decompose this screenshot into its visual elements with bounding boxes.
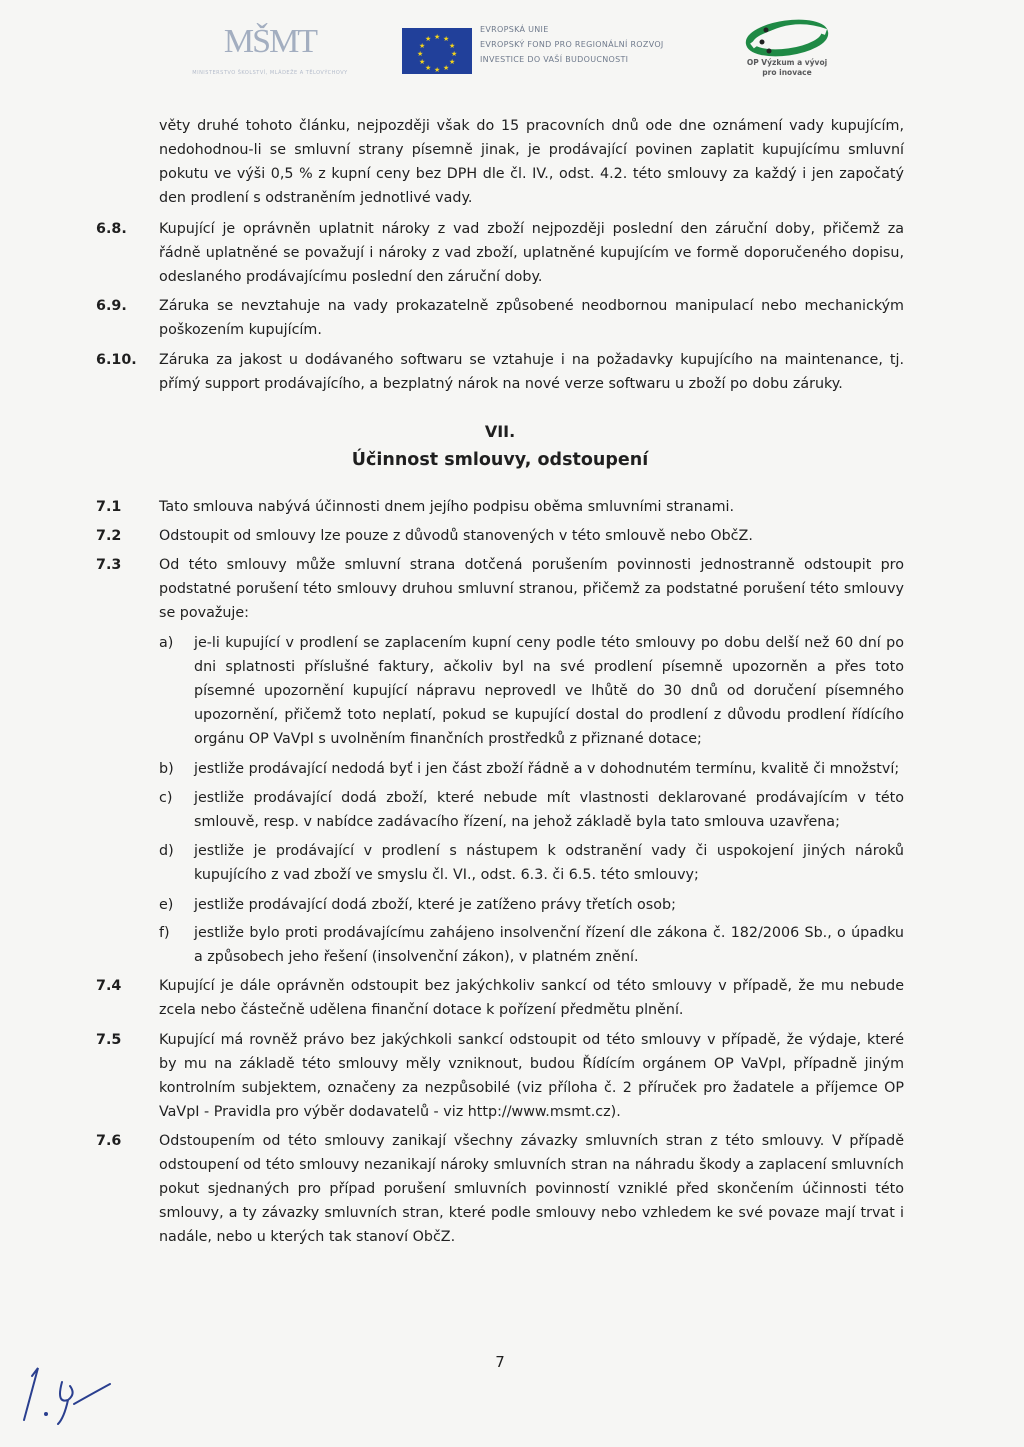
clause-7-3: 7.3 Od této smlouvy může smluvní strana dotčená porušením povinnosti jednostranně odstoupit pro podstatné porušení této smlouvy druhou smluvní stranou, přičemž za podstatné porušení této smlouvy se považuje:: [96, 557, 904, 621]
clause-6-10: 6.10. Záruka za jakost u dodávaného softwaru se vztahuje i na požadavky kupujícího na maintenance, tj. přímý support prodávajícího, a bezplatný nárok na nové verze softwaru u zboží po dobu záruky.: [96, 352, 904, 392]
list-item-b: b) jestliže prodávající nedodá byť i jen část zboží řádně a v dohodnutém termínu, kvalitě či množství;: [159, 761, 900, 777]
page-header: [0, 0, 1024, 100]
op-vavpi-logo: OP Výzkum a vývoj pro inovace: [732, 16, 842, 86]
list-item-f: f) jestliže bylo proti prodávajícímu zahájeno insolvenční řízení dle zákona č. 182/2006 Sb., o úpadku a způsobech jeho řešení (insolvenční zákon), v platném znění.: [159, 925, 904, 965]
eu-caption: EVROPSKÁ UNIE EVROPSKÝ FOND PRO REGIONÁLNÍ ROZVOJ INVESTICE DO VAŠÍ BUDOUCNOSTI: [480, 25, 664, 64]
list-item-a: a) je-li kupující v prodlení se zaplacením kupní ceny podle této smlouvy po dobu delší než 60 dní po dni splatnosti příslušné faktury, ačkoliv byl na své prodlení písemně upozorněn a přes toto písemné upozornění kupující nápravu neprovedl ve lhůtě do 30 dnů od doručení písemného upozornění, přičemž toto neplatí, pokud se kupující dostal do prodlení z důvodu prodlení řídícího orgánu OP VaVpI s uvolněním finančních prostředků z přiznané dotace;: [159, 635, 904, 747]
list-item-e: e) jestliže prodávající dodá zboží, které je zatíženo právy třetích osob;: [159, 897, 676, 913]
intro-paragraph: věty druhé tohoto článku, nejpozději však do 15 pracovních dnů ode dne oznámení vady kupujícím, nedohodnou-li se smluvní strany písemně jinak, je prodávající povinen zaplatit kupujícímu smluvní pokutu ve výši 0,5 % z kupní ceny bez DPH dle čl. IV., odst. 4.2. této smlouvy za každý i jen započatý den prodlení s odstraněním jednotlivé vady.: [159, 118, 904, 206]
clause-6-8: 6.8. Kupující je oprávněn uplatnit nároky z vad zboží nejpozději poslední den záruční doby, přičemž za řádně uplatněné se považují i nároky z vad zboží, uplatněné kupujícím ve formě doporučeného dopisu, odeslaného prodávajícímu poslední den záruční doby.: [96, 221, 904, 285]
signature-initials-icon: [18, 1360, 128, 1430]
clause-7-5: 7.5 Kupující má rovněž právo bez jakýchkoli sankcí odstoupit od této smlouvy v případě, že výdaje, které by mu na základě této smlouvy měly vzniknout, budou Řídícím orgánem OP VaVpI, případně jiným kontrolním subjektem, označeny za nezpůsobilé (viz příloha č. 2 příruček pro žadatele a příjemce OP VaVpI - Pravidla pro výběr dodavatelů - viz http://www.msmt.cz).: [96, 1032, 904, 1120]
clause-7-1: 7.1 Tato smlouva nabývá účinnosti dnem jejího podpisu oběma smluvními stranami.: [96, 499, 735, 515]
clause-7-6: 7.6 Odstoupením od této smlouvy zanikají všechny závazky smluvních stran z této smlouvy. V případě odstoupení od této smlouvy nezanikají nároky smluvních stran na náhradu škody a zaplacení smluvních pokut sjednaných pro případ porušení smluvních povinností vzniklé před skončením účinnosti této smlouvy, a ty závazky smluvních stran, které podle smlouvy nebo vzhledem ke své povaze mají trvat i nadále, nebo u kterých tak stanoví ObčZ.: [96, 1133, 904, 1245]
clause-7-4: 7.4 Kupující je dále oprávněn odstoupit bez jakýchkoliv sankcí od této smlouvy v případě, že mu nebude zcela nebo částečně udělena finanční dotace k pořízení předmětu plnění.: [96, 978, 904, 1018]
clause-6-9: 6.9. Záruka se nevztahuje na vady prokazatelně způsobené neodbornou manipulací nebo mechanickým poškozením kupujícím.: [96, 298, 904, 338]
msmt-logo: MŠMT MINISTERSTVO ŠKOLSTVÍ, MLÁDEŽE A TĚLOVÝCHOVY: [192, 23, 348, 76]
list-item-d: d) jestliže je prodávající v prodlení s nástupem k odstranění vady či uspokojení jiných nároků kupujícího z vad zboží ve smyslu čl. VI., odst. 6.3. či 6.5. této smlouvy;: [159, 843, 904, 883]
article-number: VII.: [484, 422, 516, 441]
page-number: 7: [495, 1353, 505, 1371]
clause-7-2: 7.2 Odstoupit od smlouvy lze pouze z důvodů stanovených v této smlouvě nebo ObčZ.: [96, 528, 753, 544]
op-swoosh-icon: [742, 16, 832, 58]
list-item-c: c) jestliže prodávající dodá zboží, které nebude mít vlastnosti deklarované prodávajícím v této smlouvě, resp. v nabídce zadávacího řízení, na jehož základě byla tato smlouva uzavřena;: [159, 790, 904, 830]
article-title: Účinnost smlouvy, odstoupení: [351, 450, 649, 470]
eu-flag: ★ ★ ★ ★ ★ ★ ★ ★ ★ ★ ★ ★: [402, 28, 472, 74]
